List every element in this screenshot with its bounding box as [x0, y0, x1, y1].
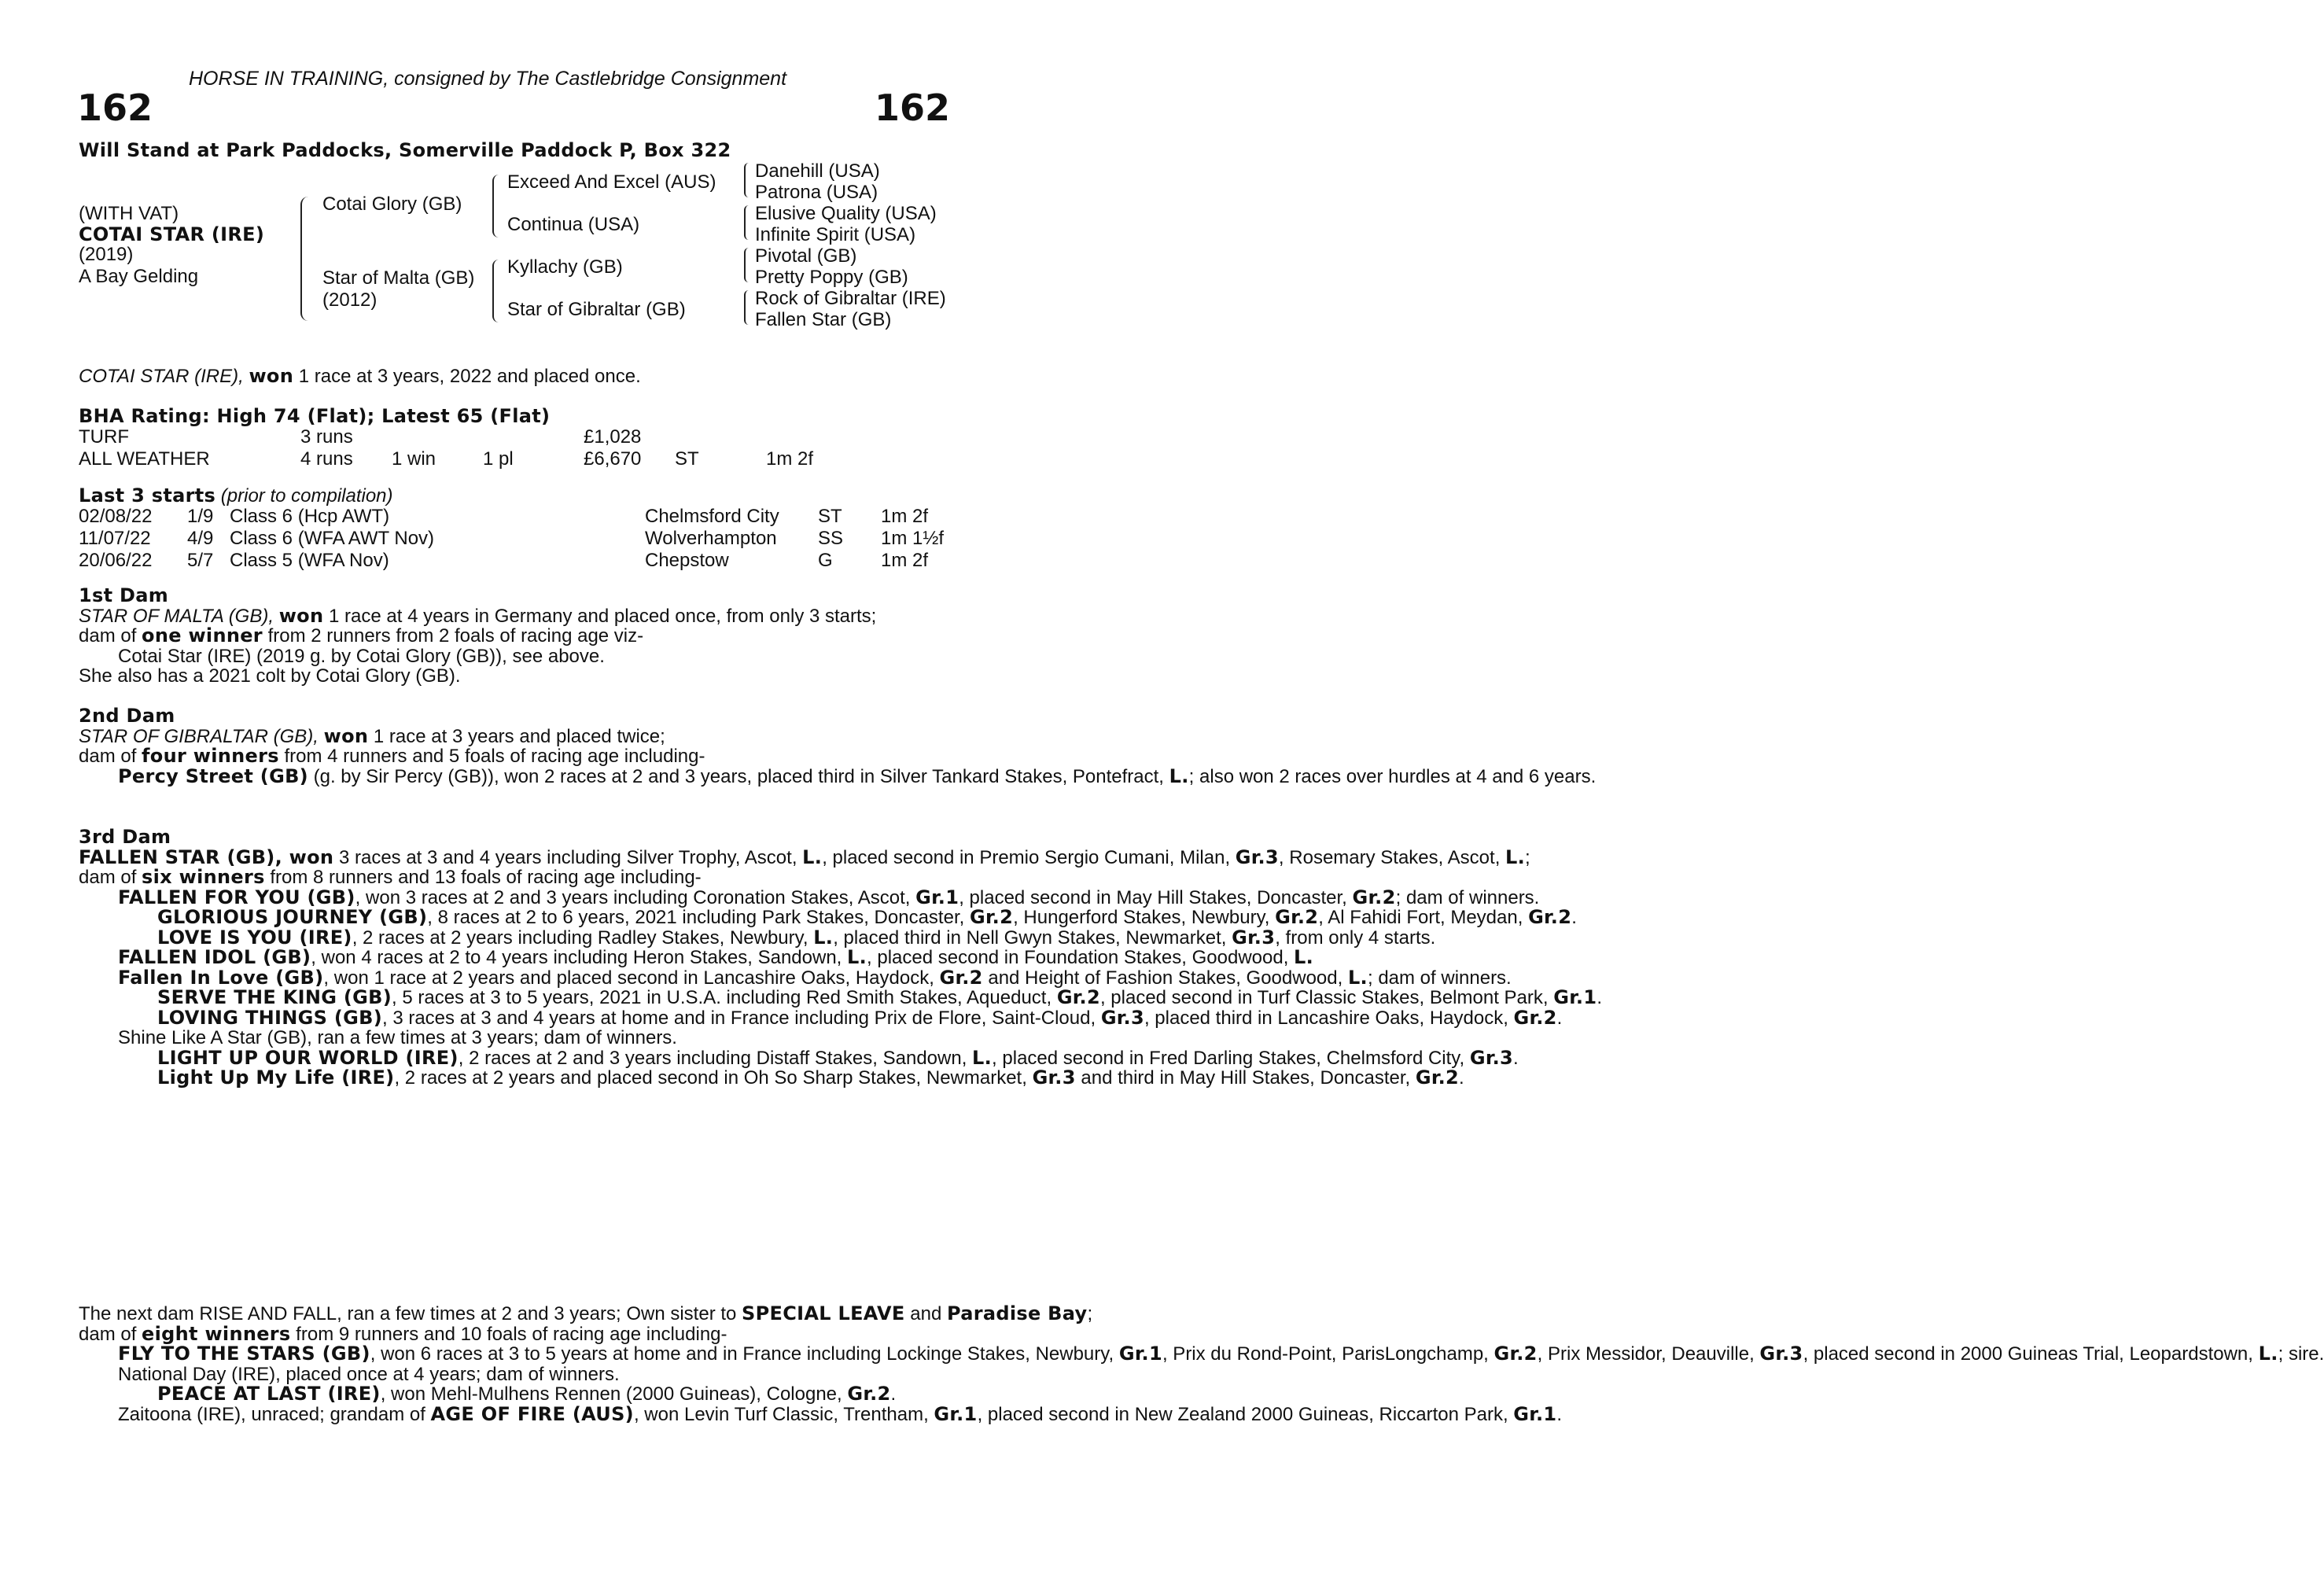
grade: Gr.2 — [1528, 906, 1572, 928]
grade: Gr.3 — [1469, 1046, 1514, 1069]
rating-row-all-weather — [79, 448, 813, 470]
first-dam-record: 1 race at 4 years in Germany and placed once, from only 3 starts; — [323, 605, 877, 627]
start-going: SS — [818, 528, 844, 549]
next-dam-intro — [79, 1302, 1093, 1324]
grade: L. — [813, 926, 834, 949]
fallen-idol-entry — [79, 946, 1314, 968]
text: ; — [1525, 846, 1530, 868]
horse-name: Fallen In Love (GB) — [118, 966, 324, 989]
start-course: Chepstow — [645, 550, 729, 571]
text: , Prix Messidor, Deauville, — [1537, 1343, 1760, 1365]
text: dam of — [79, 867, 142, 888]
horse-name: SERVE THE KING (GB) — [157, 986, 392, 1008]
horse-name: LOVE IS YOU (IRE) — [157, 926, 352, 949]
text: , Rosemary Stakes, Ascot, — [1278, 846, 1506, 868]
start-row — [79, 550, 944, 572]
text: , won Levin Turf Classic, Trentham, — [633, 1403, 934, 1425]
horse-description: A Bay Gelding — [79, 266, 199, 287]
text: , Al Fahidi Fort, Meydan, — [1318, 907, 1529, 928]
start-date: 20/06/22 — [79, 550, 153, 571]
grade: L. — [1505, 845, 1526, 868]
text: , placed second in May Hill Stakes, Doncaster, — [959, 886, 1353, 908]
start-course: Wolverhampton — [645, 528, 777, 549]
summary-horse-name: COTAI STAR (IRE), — [79, 366, 244, 387]
grade: Gr.3 — [1759, 1343, 1803, 1365]
text: dam of — [79, 746, 142, 767]
grade: L. — [2258, 1343, 2278, 1365]
second-dam-winners: four winners — [142, 745, 279, 767]
lot-number-right: 162 — [874, 87, 950, 129]
first-dam-name: STAR OF MALTA (GB), — [79, 605, 274, 627]
first-dam-line-2 — [79, 626, 947, 647]
next-dam-produce-line — [79, 1324, 947, 1345]
horse-name: FLY TO THE STARS (GB) — [118, 1343, 370, 1365]
grade: Gr.3 — [1032, 1066, 1076, 1089]
text: , Hungerford Stakes, Newbury, — [1013, 907, 1276, 928]
text: and Height of Fashion Stakes, Goodwood, — [982, 967, 1348, 989]
start-course: Chelmsford City — [645, 506, 779, 527]
text: , placed second in Fred Darling Stakes, Chelmsford City, — [992, 1047, 1470, 1069]
text: , won 6 races at 3 to 5 years at home and in France including Lockinge Stakes, Newbury, — [370, 1343, 1119, 1365]
peace-at-last-entry — [79, 1384, 947, 1405]
rating-going: ST — [675, 448, 699, 470]
horse-year: (2019) — [79, 244, 134, 265]
first-dam-winners: one winner — [142, 624, 263, 647]
text: ; sire. — [2278, 1343, 2324, 1365]
start-position: 5/7 — [187, 550, 214, 571]
bha-rating-title: BHA Rating: High 74 (Flat); Latest 65 (Flat) — [79, 405, 551, 427]
pedigree-sire: Cotai Glory (GB) — [322, 193, 462, 215]
rating-placed: 1 pl — [483, 448, 514, 470]
first-dam-section — [79, 586, 947, 687]
rating-row-turf — [79, 426, 813, 448]
text: (g. by Sir Percy (GB)), won 2 races at 2 and 3 years, placed third in Silver Tankard Stakes, Pontefract, — [308, 765, 1169, 787]
pedigree-brace-g3 — [744, 248, 749, 282]
text: . — [1597, 987, 1603, 1008]
rating-runs: 4 runs — [300, 448, 353, 470]
text: , placed second in 2000 Guineas Trial, Leopardstown, — [1803, 1343, 2259, 1365]
light-up-my-life-entry — [79, 1066, 1464, 1089]
start-position: 4/9 — [187, 528, 214, 549]
third-dam-intro — [79, 845, 1530, 868]
pedigree-dam-dam: Star of Gibraltar (GB) — [507, 299, 686, 320]
text: , from only 4 starts. — [1275, 926, 1436, 949]
stabling-info: Will Stand at Park Paddocks, Somerville Paddock P, Box 322 — [79, 139, 731, 161]
text: , placed second in Turf Classic Stakes, Belmont Park, — [1099, 987, 1554, 1008]
text: , placed second in Foundation Stakes, Goodwood, — [867, 947, 1295, 968]
first-dam-line-1 — [79, 606, 947, 627]
third-dam-produce-line — [79, 868, 947, 888]
start-date: 11/07/22 — [79, 528, 151, 549]
pedigree-ancestor-2: Patrona (USA) — [755, 182, 878, 203]
horse-name: LIGHT UP OUR WORLD (IRE) — [157, 1046, 459, 1069]
second-dam-won: won — [323, 724, 369, 747]
grade: Gr.2 — [1352, 886, 1396, 908]
horse-name: AGE OF FIRE (AUS) — [430, 1402, 634, 1425]
horse-name: Paradise Bay — [946, 1302, 1088, 1324]
grade: Gr.2 — [1493, 1343, 1538, 1365]
start-going: ST — [818, 506, 842, 527]
pedigree-brace-g2 — [744, 205, 749, 240]
text: , 5 races at 3 to 5 years, 2021 in U.S.A. including Red Smith Stakes, Aqueduct, — [392, 987, 1057, 1008]
third-dam-section — [79, 826, 1603, 1089]
first-dam-produce: Cotai Star (IRE) (2019 g. by Cotai Glory (GB)), see above. — [118, 645, 605, 667]
first-dam-heading: 1st Dam — [79, 584, 169, 606]
grade: L. — [1294, 946, 1314, 968]
grade: Gr.1 — [1513, 1402, 1557, 1425]
horse-name: FALLEN FOR YOU (GB) — [118, 886, 355, 908]
grade: Gr.3 — [1235, 845, 1279, 868]
grade: Gr.1 — [1118, 1343, 1162, 1365]
pedigree-ancestor-6: Pretty Poppy (GB) — [755, 267, 908, 288]
text: , 2 races at 2 years including Radley Stakes, Newbury, — [352, 926, 814, 949]
pedigree-ancestor-5: Pivotal (GB) — [755, 245, 857, 267]
second-dam-line-2 — [79, 746, 947, 767]
last-starts-table — [79, 506, 944, 572]
grade: Gr.3 — [1232, 926, 1276, 949]
text: and — [904, 1303, 947, 1324]
pedigree-brace-dam — [492, 260, 499, 322]
shine-like-a-star-entry: Shine Like A Star (GB), ran a few times at 3 years; dam of winners. — [118, 1027, 677, 1048]
rating-placed — [483, 426, 584, 448]
percy-street-entry — [79, 764, 1597, 787]
start-going: G — [818, 550, 833, 571]
last-starts-heading: Last 3 starts — [79, 484, 216, 507]
rating-distance: 1m 2f — [766, 448, 814, 470]
grade: Gr.1 — [915, 886, 959, 908]
text: , placed third in Lancashire Oaks, Haydock, — [1144, 1007, 1514, 1029]
fallen-for-you-entry — [79, 886, 1540, 908]
next-dam-section — [79, 1302, 2324, 1425]
start-race: Class 6 (Hcp AWT) — [230, 506, 390, 527]
text: ; — [1087, 1303, 1093, 1324]
rating-prize: £1,028 — [584, 426, 642, 448]
rating-wins — [392, 426, 483, 448]
text: 1 race at 3 years and placed twice; — [368, 725, 665, 747]
text: , placed second in Premio Sergio Cumani, Milan, — [822, 846, 1236, 868]
winners-count: six winners — [142, 866, 265, 888]
grade: Gr.2 — [969, 906, 1014, 928]
text: The next dam RISE AND FALL, ran a few times at 2 and 3 years; Own sister to — [79, 1303, 742, 1324]
text: , 2 races at 2 years and placed second in Oh So Sharp Stakes, Newmarket, — [394, 1067, 1033, 1089]
text: , won Mehl-Mulhens Rennen (2000 Guineas), Cologne, — [380, 1383, 848, 1405]
text: 3 races at 3 and 4 years including Silver Trophy, Ascot, — [333, 846, 803, 868]
second-dam-section — [79, 705, 1597, 787]
pedigree-brace-main — [300, 197, 308, 321]
love-is-you-entry — [79, 926, 1436, 949]
horse-name: PEACE AT LAST (IRE) — [157, 1383, 381, 1405]
grade: L. — [1169, 764, 1189, 787]
zaitoona-entry — [79, 1402, 1563, 1425]
text: , placed third in Nell Gwyn Stakes, Newmarket, — [833, 926, 1232, 949]
first-dam-note: She also has a 2021 colt by Cotai Glory (GB). — [79, 665, 461, 687]
start-distance: 1m 2f — [881, 550, 929, 571]
loving-things-entry — [79, 1006, 1563, 1029]
pedigree-ancestor-1: Danehill (USA) — [755, 160, 880, 182]
start-row — [79, 506, 944, 528]
pedigree-sire-dam: Continua (USA) — [507, 214, 640, 235]
vat-status: (WITH VAT) — [79, 203, 179, 224]
second-dam-line-1 — [79, 724, 947, 747]
text: Zaitoona (IRE), unraced; grandam of — [118, 1403, 431, 1425]
rating-runs: 3 runs — [300, 426, 353, 448]
text: . — [1571, 907, 1577, 928]
winners-count: eight winners — [142, 1322, 291, 1345]
pedigree-ancestor-3: Elusive Quality (USA) — [755, 203, 937, 224]
pedigree-dam-year: (2012) — [322, 289, 378, 311]
race-summary — [79, 366, 641, 387]
text: from 4 runners and 5 foals of racing age including- — [278, 746, 705, 767]
pedigree-brace-sire — [492, 175, 499, 238]
grade: L. — [972, 1046, 993, 1069]
horse-name: GLORIOUS JOURNEY (GB) — [157, 906, 428, 928]
text: from 8 runners and 13 foals of racing age including- — [264, 867, 702, 888]
text: . — [1556, 1007, 1563, 1029]
rating-surface: TURF — [79, 426, 129, 448]
text: from 2 runners from 2 foals of racing age viz- — [262, 625, 644, 647]
rating-prize: £6,670 — [584, 448, 642, 470]
horse-name: Percy Street (GB) — [118, 764, 308, 787]
text: dam of — [79, 1323, 142, 1345]
grade: L. — [1347, 966, 1368, 989]
horse-name: FALLEN STAR (GB), won — [79, 845, 334, 868]
rating-going — [675, 426, 766, 448]
text: , won 3 races at 2 and 3 years including Coronation Stakes, Ascot, — [355, 886, 916, 908]
fly-to-the-stars-entry — [79, 1343, 2324, 1365]
horse-name: COTAI STAR (IRE) — [79, 223, 265, 245]
text: . — [1556, 1403, 1563, 1425]
text: from 9 runners and 10 foals of racing age including- — [290, 1323, 727, 1345]
national-day-entry: National Day (IRE), placed once at 4 years; dam of winners. — [118, 1363, 620, 1385]
start-distance: 1m 2f — [881, 506, 929, 527]
grade: Gr.2 — [1275, 906, 1319, 928]
pedigree-dam-sire: Kyllachy (GB) — [507, 256, 623, 278]
text: , 2 races at 2 and 3 years including Distaff Stakes, Sandown, — [458, 1047, 973, 1069]
text: , Prix du Rond-Point, ParisLongchamp, — [1162, 1343, 1494, 1365]
horse-name: FALLEN IDOL (GB) — [118, 946, 311, 968]
lot-number-left: 162 — [77, 87, 153, 129]
start-row — [79, 528, 944, 550]
start-distance: 1m 1½f — [881, 528, 945, 549]
first-dam-won: won — [278, 604, 324, 627]
grade: L. — [802, 845, 823, 868]
grade: Gr.2 — [939, 966, 983, 989]
second-dam-heading: 2nd Dam — [79, 705, 175, 727]
last-starts-title — [79, 485, 393, 507]
last-starts-note: (prior to compilation) — [215, 485, 393, 507]
pedigree-ancestor-8: Fallen Star (GB) — [755, 309, 892, 330]
text: ; also won 2 races over hurdles at 4 and 6 years. — [1188, 765, 1597, 787]
light-up-our-world-entry — [79, 1046, 1519, 1069]
rating-surface: ALL WEATHER — [79, 448, 210, 470]
pedigree-ancestor-7: Rock of Gibraltar (IRE) — [755, 288, 946, 309]
start-race: Class 5 (WFA Nov) — [230, 550, 389, 571]
pedigree-brace-g1 — [744, 163, 749, 197]
pedigree-ancestor-4: Infinite Spirit (USA) — [755, 224, 916, 245]
grade: Gr.1 — [1553, 986, 1597, 1008]
start-race: Class 6 (WFA AWT Nov) — [230, 528, 435, 549]
third-dam-heading: 3rd Dam — [79, 826, 171, 848]
text: , placed second in New Zealand 2000 Guineas, Riccarton Park, — [977, 1403, 1514, 1425]
start-position: 1/9 — [187, 506, 214, 527]
horse-name: SPECIAL LEAVE — [742, 1302, 905, 1324]
text: , 8 races at 2 to 6 years, 2021 including Park Stakes, Doncaster, — [427, 907, 970, 928]
grade: L. — [847, 946, 867, 968]
text: ; dam of winners. — [1395, 886, 1540, 908]
text: dam of — [79, 625, 142, 647]
start-date: 02/08/22 — [79, 506, 153, 527]
text: . — [1459, 1067, 1464, 1089]
rating-wins: 1 win — [392, 448, 436, 470]
text: , won 4 races at 2 to 4 years including Heron Stakes, Sandown, — [311, 947, 847, 968]
text: . — [890, 1383, 897, 1405]
text: ; dam of winners. — [1367, 967, 1512, 989]
grade: Gr.3 — [1100, 1006, 1144, 1029]
summary-text: 1 race at 3 years, 2022 and placed once. — [293, 366, 641, 387]
fallen-in-love-entry — [79, 966, 1512, 989]
pedigree-dam: Star of Malta (GB) — [322, 267, 475, 289]
second-dam-name: STAR OF GIBRALTAR (GB), — [79, 725, 319, 747]
text: , won 1 race at 2 years and placed second in Lancashire Oaks, Haydock, — [323, 967, 940, 989]
pedigree-brace-g4 — [744, 290, 749, 325]
horse-name: LOVING THINGS (GB) — [157, 1006, 382, 1029]
pedigree-sire-sire: Exceed And Excel (AUS) — [507, 171, 716, 193]
grade: Gr.1 — [934, 1402, 978, 1425]
grade: Gr.2 — [1056, 986, 1100, 1008]
rating-table — [79, 426, 813, 470]
glorious-journey-entry — [79, 906, 1577, 928]
horse-name: Light Up My Life (IRE) — [157, 1066, 395, 1089]
serve-the-king-entry — [79, 986, 1603, 1008]
text: and third in May Hill Stakes, Doncaster, — [1075, 1067, 1416, 1089]
consignment-header: HORSE IN TRAINING, consigned by The Castlebridge Consignment — [189, 68, 787, 90]
rating-distance — [766, 426, 813, 448]
text: , 3 races at 3 and 4 years at home and in France including Prix de Flore, Saint-Cloud, — [381, 1007, 1101, 1029]
summary-won: won — [249, 365, 294, 387]
grade: Gr.2 — [847, 1383, 891, 1405]
text: . — [1513, 1047, 1519, 1069]
grade: Gr.2 — [1513, 1006, 1557, 1029]
grade: Gr.2 — [1415, 1066, 1460, 1089]
